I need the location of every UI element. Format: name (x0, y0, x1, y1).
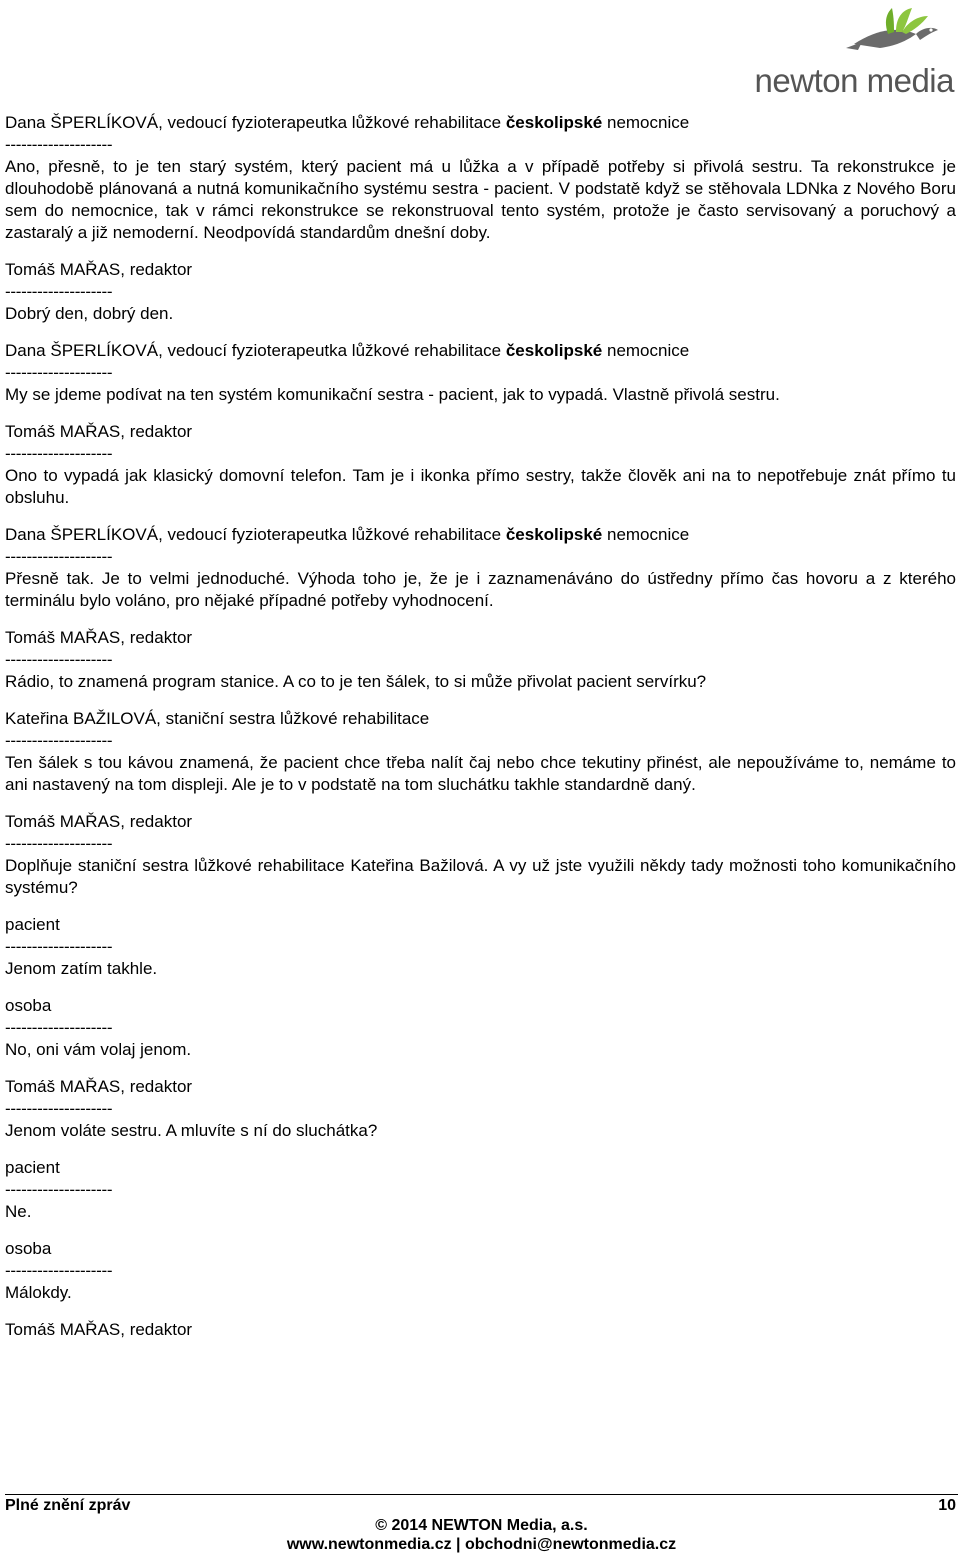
speaker-name: Tomáš MAŘAS, redaktor (5, 260, 193, 279)
transcript-text: No, oni vám volaj jenom. (5, 1040, 192, 1059)
footer-title: Plné znění zpráv (5, 1497, 131, 1514)
transcript-block (5, 112, 956, 244)
newton-media-logo (754, 4, 956, 99)
transcript-block (5, 259, 956, 325)
footer-divider (5, 1494, 958, 1495)
separator: -------------------- (5, 937, 113, 956)
speaker-name: Tomáš MAŘAS, redaktor (5, 812, 193, 831)
transcript-block (5, 340, 956, 406)
page-number: 10 (938, 1497, 956, 1514)
transcript-text: My se jdeme podívat na ten systém komunikační sestra - pacient, jak to vypadá. Vlastně přivolá sestru. (5, 385, 780, 404)
speaker-name: osoba (5, 996, 52, 1015)
transcript-text: Rádio, to znamená program stanice. A co to je ten šálek, to si může přivolat pacient servírku? (5, 672, 707, 691)
separator: -------------------- (5, 1018, 113, 1037)
speaker-name: Dana ŠPERLÍKOVÁ, vedoucí fyzioterapeutka lůžkové rehabilitace českolipské nemocnice (5, 525, 690, 544)
transcript-text: Ten šálek s tou kávou znamená, že pacient chce třeba nalít čaj nebo chce tekutiny přinést, ale nepoužíváme to, nemáme to ani nastavený na tom displeji. Ale je to v podstatě na tom sluchátku takhle standardně daný. (5, 753, 956, 794)
transcript (5, 112, 956, 1356)
speaker-name: Tomáš MAŘAS, redaktor (5, 1320, 193, 1339)
transcript-block (5, 708, 956, 796)
transcript-block (5, 914, 956, 980)
speaker-name: Dana ŠPERLÍKOVÁ, vedoucí fyzioterapeutka lůžkové rehabilitace českolipské nemocnice (5, 113, 690, 132)
separator: -------------------- (5, 650, 113, 669)
separator: -------------------- (5, 282, 113, 301)
transcript-text: Doplňuje staniční sestra lůžkové rehabilitace Kateřina Bažilová. A vy už jste využili někdy tady možnosti toho komunikačního systému? (5, 856, 956, 897)
separator: -------------------- (5, 834, 113, 853)
transcript-text: Ne. (5, 1202, 32, 1221)
transcript-block (5, 1157, 956, 1223)
speaker-name: pacient (5, 915, 60, 934)
transcript-block (5, 1319, 956, 1341)
speaker-name: Dana ŠPERLÍKOVÁ, vedoucí fyzioterapeutka lůžkové rehabilitace českolipské nemocnice (5, 341, 690, 360)
hummingbird-icon (836, 4, 956, 66)
speaker-name: Kateřina BAŽILOVÁ, staniční sestra lůžkové rehabilitace (5, 709, 430, 728)
separator: -------------------- (5, 1261, 113, 1280)
separator: -------------------- (5, 444, 113, 463)
transcript-text: Ano, přesně, to je ten starý systém, který pacient má u lůžka a v případě potřeby si přivolá sestru. Ta rekonstrukce je dlouhodobě plánovaná a nutná komunikačního systému sestra - pacient. V podstatě když se stěhovala LDNka z Nového Boru sem do nemocnice, tak v rámci rekonstrukce se rekonstruoval tento systém, protože je často servisovaný a poruchový a zastaralý a již nemoderní. Neodpovídá standardům dnešní doby. (5, 157, 956, 242)
footer-copyright: © 2014 NEWTON Media, a.s. (375, 1517, 588, 1534)
speaker-name: Tomáš MAŘAS, redaktor (5, 422, 193, 441)
speaker-name: Tomáš MAŘAS, redaktor (5, 628, 193, 647)
transcript-block (5, 1238, 956, 1304)
transcript-text: Jenom voláte sestru. A mluvíte s ní do sluchátka? (5, 1121, 378, 1140)
transcript-text: Málokdy. (5, 1283, 72, 1302)
transcript-block (5, 627, 956, 693)
transcript-block (5, 995, 956, 1061)
transcript-block (5, 1076, 956, 1142)
transcript-block (5, 811, 956, 899)
separator: -------------------- (5, 731, 113, 750)
transcript-text: Ono to vypadá jak klasický domovní telefon. Tam je i ikonka přímo sestry, takže člověk ani na to nepotřebuje znát přímo tu obsluhu. (5, 466, 956, 507)
separator: -------------------- (5, 547, 113, 566)
page-footer (5, 1494, 958, 1556)
separator: -------------------- (5, 135, 113, 154)
speaker-name: pacient (5, 1158, 60, 1177)
transcript-text: Přesně tak. Je to velmi jednoduché. Výhoda toho je, že je i zaznamenáváno do ústředny přímo čas hovoru a z kterého terminálu bylo voláno, pro nějaké případné potřeby vyhodnocení. (5, 569, 956, 610)
separator: -------------------- (5, 1099, 113, 1118)
speaker-name: osoba (5, 1239, 52, 1258)
separator: -------------------- (5, 363, 113, 382)
transcript-text: Jenom zatím takhle. (5, 959, 158, 978)
logo-text: newton media (754, 62, 954, 99)
speaker-name: Tomáš MAŘAS, redaktor (5, 1077, 193, 1096)
transcript-block (5, 524, 956, 612)
transcript-block (5, 421, 956, 509)
transcript-text: Dobrý den, dobrý den. (5, 304, 174, 323)
separator: -------------------- (5, 1180, 113, 1199)
footer-links: www.newtonmedia.cz | obchodni@newtonmedia.cz (286, 1536, 677, 1553)
